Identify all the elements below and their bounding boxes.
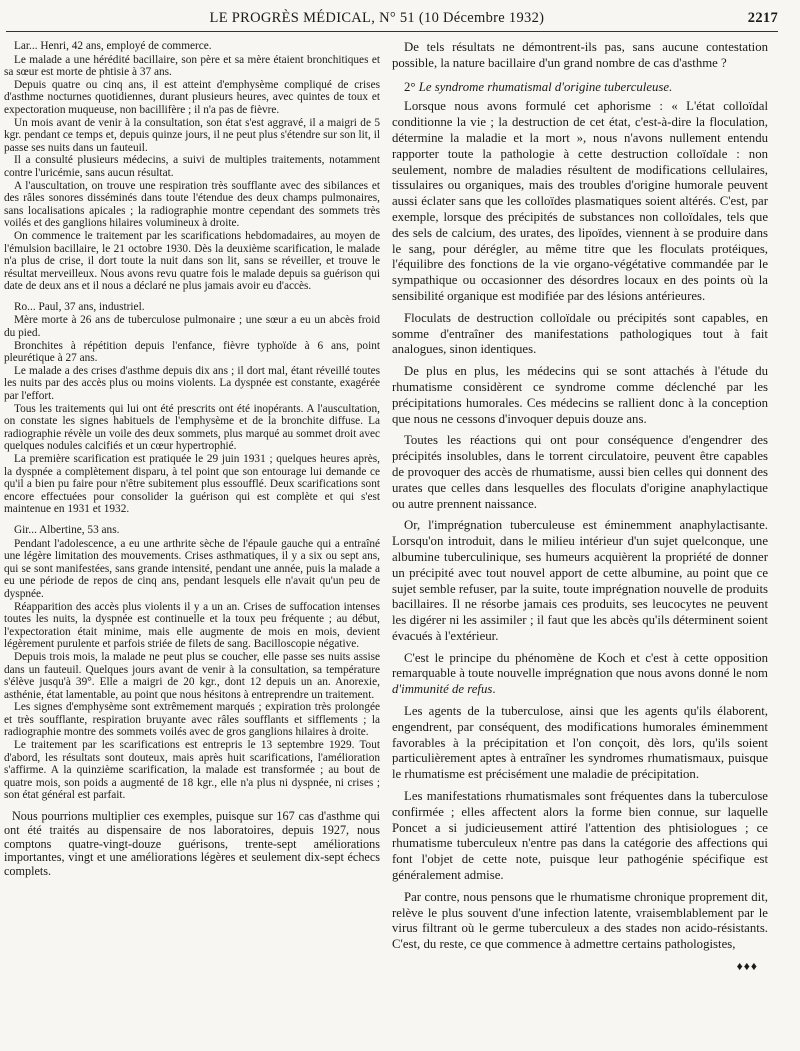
section-heading — [392, 80, 768, 96]
case-paragraph: Le malade a des crises d'asthme depuis dix ans ; il dort mal, étant réveillé toutes les nuits par des accès plus ou moins violents. La dyspnée est constante, exagérée par l'effort. — [4, 364, 380, 403]
case-report — [4, 301, 380, 516]
case-paragraph: Le traitement par les scarifications est entrepris le 13 septembre 1929. Tout d'abord, les résultats sont douteux, mais après huit scarifications, l'amélioration s'affirme. A la quinzième scarification, la malade est transformée ; au bout de quatre mois, son poids a augmenté de 18 kgr., elle n'a plus ni dyspnée, ni crises ; son état général est parfait. — [4, 739, 380, 802]
koch-end: . — [492, 682, 496, 697]
body-paragraph: Les manifestations rhumatismales sont fréquentes dans la tuberculose confirmée ; elles affectent alors la forme bien connue, sur laquelle Poncet a si judicieusement attiré l'attention des phtisiologues ; ce rhumatisme tuberculeux n'entre pas dans la catégorie des affections qui font l'objet de cette note, puisque leur pathogénie spécifique est généralement admise. — [392, 789, 768, 883]
case-paragraph: Réapparition des accès plus violents il y a un an. Crises de suffocation intenses toutes les nuits, la dyspnée est continuelle et la toux peu fréquente ; au début, l'expectoration était minime, mais elle augmente de mois en mois, devient légèrement purulente et parfois striée de filets de sang. Bacilloscopie négative. — [4, 600, 380, 651]
case-report — [4, 524, 380, 802]
results-summary — [4, 810, 380, 879]
body-paragraph: Lorsque nous avons formulé cet aphorisme : « L'état colloïdal conditionne la vie ; la destruction de cet état, c'est-à-dire la floculation, détermine la maladie et la mort », nous n'avons nullement entendu rapporter toute la pathologie à cette destruction colloïdale : non seulement, nombre de maladies résultent de modifications cellulaires, tissulaires ou organiques, mais des troubles d'origine humorale peuvent aussi éclater sans que les colloïdes plasmatiques soient altérés. C'est, par exemple, lorsque des précipités de substances non colloïdales, tels que des sels de calcium, des urates, des lipoïdes, viennent à se produire dans le sang, pour dérégler, au même titre que les floculats protéiques, l'équilibre des fonctions de la vie organo-végétative commandée par le sympathique ou occasionner des désordres locaux en des points où la sensibilité organique est modifiée par des lésions antérieures. — [392, 99, 768, 303]
case-paragraph: Bronchites à répétition depuis l'enfance, fièvre typhoïde à 6 ans, point pleurétique à 27 ans. — [4, 339, 380, 365]
case-paragraph: Le malade a une hérédité bacillaire, son père et sa mère étaient bronchitiques et sa sœur est morte de phtisie à 37 ans. — [4, 53, 380, 79]
case-paragraph: On commence le traitement par les scarifications hebdomadaires, au moyen de l'émulsion bacillaire, le 21 octobre 1930. Dès la deuxième scarification, le malade n'a plus de crise, il dort toute la nuit dans son lit, sans se réveiller, et trouve le résultat merveilleux. Nous avons revu quatre fois le malade depuis sa guérison qui date de deux ans et il nous a déclaré ne plus jamais avoir eu d'accès. — [4, 229, 380, 293]
running-title: LE PROGRÈS MÉDICAL, N° 51 (10 Décembre 1932) — [209, 10, 545, 26]
running-header — [6, 10, 778, 32]
case-paragraph: Pendant l'adolescence, a eu une arthrite sèche de l'épaule gauche qui a entraîné une légère limitation des mouvements. Crises asthmatiques, il y a six ou sept ans, qui se sont manifestées, sans grande intensité, pendant une année, puis la malade a eu une période de repos de cinq ans, pendant lesquels elle n'avait qu'un peu de dyspnée. — [4, 537, 380, 600]
koch-paragraph — [392, 651, 768, 698]
right-column — [392, 40, 774, 974]
body-paragraph: Par contre, nous pensons que le rhumatisme chronique proprement dit, relève le plus souvent d'une infection latente, vraisemblablement par le virus filtrant où le germe tuberculeux a des stades non acido-résistants. C'est, du reste, ce que commence à admettre certains pathologistes, — [392, 889, 768, 952]
case-paragraph: Depuis trois mois, la malade ne peut plus se coucher, elle passe ses nuits assise dans un fauteuil. Quelques jours avant de venir à la consultation, sa température s'élève jusqu'à 39°. Elle a maigri de 20 kgr., dont 12 depuis un an. Anorexie, asthénie, état lamentable, au point que nous hésitons à entreprendre un traitement. — [4, 650, 380, 701]
body-paragraph: De plus en plus, les médecins qui se sont attachés à l'étude du rhumatisme considèrent ce syndrome comme déclenché par les précipitations humorales. Ces médecins se rallient donc à la conception que nous ne cessons d'invoquer depuis douze ans. — [392, 364, 768, 426]
case-title: Gir... Albertine, 53 ans. — [14, 523, 120, 536]
intro-paragraph: De tels résultats ne démontrent-ils pas, sans aucune contestation possible, la nature bacillaire d'un grand nombre de cas d'asthme ? — [392, 40, 768, 70]
case-paragraph: Mère morte à 26 ans de tuberculose pulmonaire ; une sœur a eu un abcès froid du pied. — [4, 314, 380, 340]
ornament: ♦♦♦ — [736, 959, 758, 974]
case-paragraph: Il a consulté plusieurs médecins, a suivi de multiples traitements, notamment contre l'uricémie, sans aucun résultat. — [4, 154, 380, 179]
summary-paragraph: Nous pourrions multiplier ces exemples, puisque sur 167 cas d'asthme qui ont été traités au dispensaire de nos laboratoires, depuis 1927, nous comptons quatre-vingt-douze guérisons, trente-sept améliorations importantes, vingt et une améliorations légères et seulement dix-sept échecs complets. — [4, 809, 380, 879]
case-paragraph: Les signes d'emphysème sont extrêmement marqués ; expiration très prolongée et très soufflante, respiration bruyante avec râles soufflants et sifflements ; la radiographie montre des sommets voilés avec de gros ganglions hilaires à droite. — [4, 701, 380, 739]
text-columns — [4, 40, 778, 974]
section-title: Le syndrome rhumatismal d'origine tuberculeuse. — [418, 79, 673, 94]
case-title: Ro... Paul, 37 ans, industriel. — [14, 300, 145, 313]
case-report — [4, 40, 380, 293]
body-paragraph: Les agents de la tuberculose, ainsi que les agents qu'ils élaborent, engendrent, par conséquent, des modifications humorales éminemment favorables à la précipitation et l'on conçoit, dès lors, qu'ils soient particulièrement aptes à entraîner les syndromes rhumatismaux, puisque le rhumatisme est précisément une maladie de précipitation. — [392, 704, 768, 782]
case-paragraph: Tous les traitements qui lui ont été prescrits ont été inopérants. A l'auscultation, on constate les signes habituels de l'emphysème et de la bronchite diffuse. La radiographie révèle un voile des deux sommets, plus marqué au sommet droit avec quelques nodules calcifiés et un cœur hypertrophié. — [4, 402, 380, 453]
case-paragraph: A l'auscultation, on trouve une respiration très soufflante avec des sibilances et des râles sonores disséminés dans toute l'étendue des deux champs pulmonaires, sans localisations apicales ; la radiographie montre cependant des sommets très voilés et des ganglions hilaires volumineux à droite. — [4, 179, 380, 230]
left-column — [4, 40, 380, 974]
body-paragraph: Toutes les réactions qui ont pour conséquence d'engendrer des précipités insolubles, dans le torrent circulatoire, peuvent être capables de provoquer des accès de rhumatisme, aussi bien celles qui donnent des urates que celles dans lesquelles des floculats d'origine anaphylactique ou autre prennent naissance. — [392, 433, 768, 511]
immunity-term: d'immunité de refus — [392, 682, 493, 697]
case-title: Lar... Henri, 42 ans, employé de commerce. — [14, 40, 212, 52]
case-paragraph: Un mois avant de venir à la consultation, son état s'est aggravé, il a maigri de 5 kgr. pendant ce temps et, depuis quinze jours, il ne peut plus s'étendre sur son lit, il passe ses nuits dans un fauteuil. — [4, 116, 380, 154]
body-paragraph: Floculats de destruction colloïdale ou précipités sont capables, en somme d'entraîner des manifestations pathologiques tout à fait analogues, sinon identiques. — [392, 310, 768, 357]
case-paragraph: La première scarification est pratiquée le 29 juin 1931 ; quelques heures après, la dyspnée a complètement disparu, à tel point que son entourage lui demande ce qu'il a bien pu faire pour n'être subitement plus essoufflé. Deux scarifications sont encore effectuées pour consolider la guérison qui est complète et qui s'est maintenue en 1931 et 1932. — [4, 453, 380, 516]
koch-text: C'est le principe du phénomène de Koch et c'est à cette opposition remarquable à toute nouvelle imprégnation que nous avons donné le nom — [392, 650, 768, 681]
body-paragraph: Or, l'imprégnation tuberculeuse est éminemment anaphylactisante. Lorsqu'on introduit, dans le milieu intérieur d'un sujet quelconque, une albumine tuberculinique, ses humeurs acquièrent la propriété de donner un précipité avec tout nouvel apport de cette albumine, au point que ce sujet semble refuser, par la suite, toute imprégnation nouvelle de produits bacillaires. Il ne résorbe jamais ces produits, ses leucocytes ne peuvent les digérer ni les assimiler ; il faut que les abcès qu'ils déterminent soient évacués à l'extérieur. — [392, 518, 768, 643]
page-number: 2217 — [747, 10, 778, 26]
case-paragraph: Depuis quatre ou cinq ans, il est atteint d'emphysème compliqué de crises d'asthme nocturnes quotidiennes, durant plusieurs heures, avec quintes de toux et expectoration muqueuse, non bacillifère ; il n'a pas de fièvre. — [4, 78, 380, 116]
section-number: 2° — [404, 79, 416, 94]
